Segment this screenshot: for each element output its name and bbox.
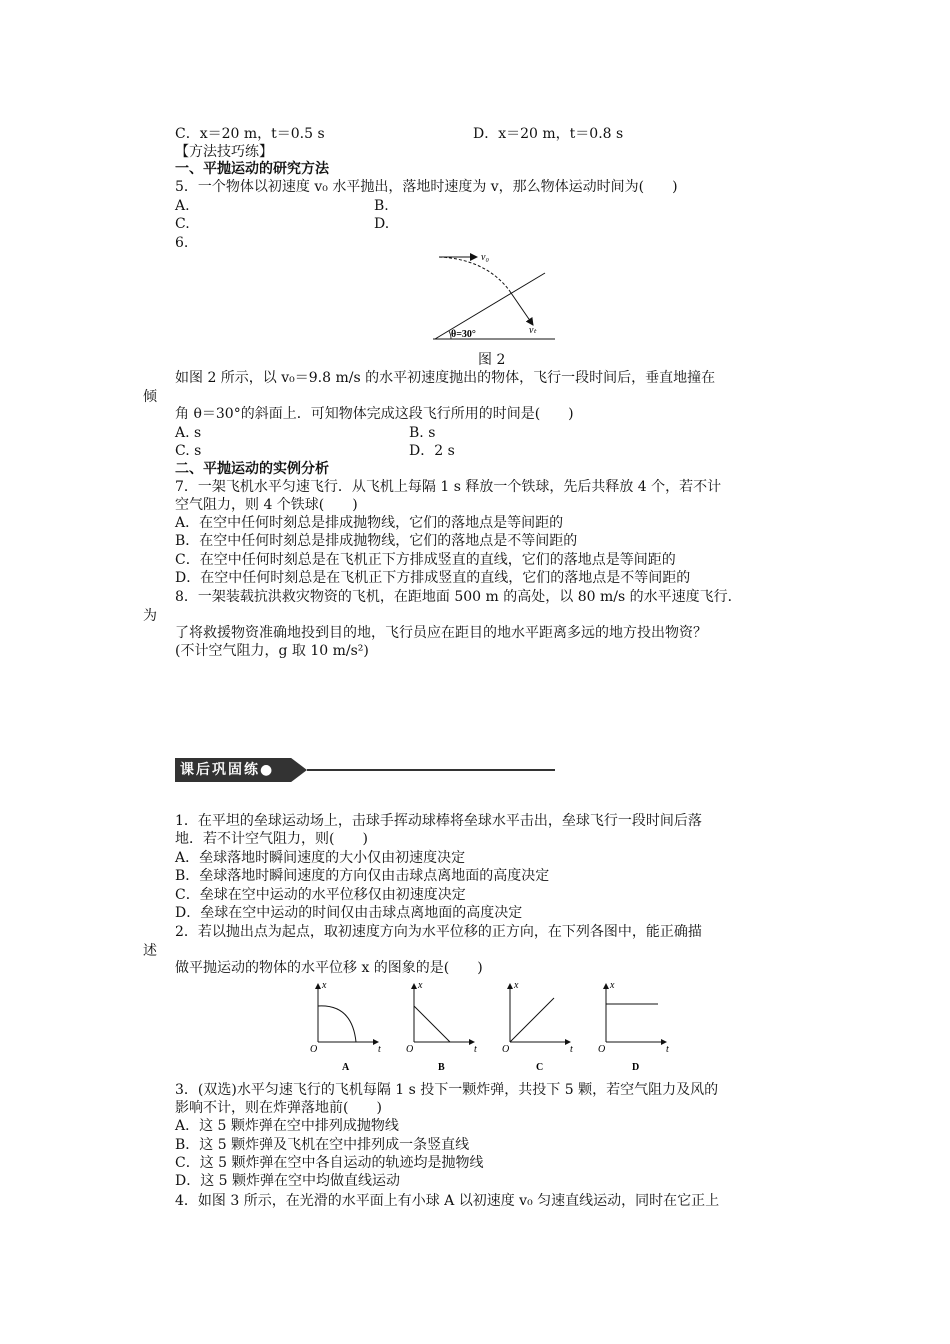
ac-q2-stem-wrap: 述 (143, 943, 157, 959)
ac-q1-option-a: A．垒球落地时瞬间速度的大小仅由初速度决定 (175, 850, 466, 866)
vt-arrow (509, 290, 533, 325)
q8-stem-line1: 8．一架装载抗洪救灾物资的飞机，在距地面 500 m 的高处，以 80 m/s 的水平速度飞行． (175, 589, 742, 605)
graph-a-curve (318, 1006, 356, 1042)
graph-d-origin: O (598, 1044, 606, 1055)
q8-stem-line3: (不计空气阻力，g 取 10 m/s²) (175, 643, 369, 659)
ac-q3-stem-line2: 影响不计，则在炸弹落地前( ) (175, 1100, 382, 1116)
graph-b-x-label: t (474, 1044, 477, 1055)
q6-stem-line1: 如图 2 所示，以 v₀＝9.8 m/s 的水平初速度抛出的物体，飞行一段时间后，垂直地撞在 (175, 370, 716, 386)
ac-q3-option-b: B．这 5 颗炸弹及飞机在空中排列成一条竖直线 (175, 1137, 470, 1153)
graph-b-origin: O (406, 1044, 414, 1055)
q5-option-c: C. (175, 216, 190, 232)
q5-option-d: D. (374, 216, 390, 232)
ac-q3-stem-line1: 3．(双选)水平匀速飞行的飞机每隔 1 s 投下一颗炸弹，共投下 5 颗，若空气阻力及风的 (175, 1082, 719, 1098)
ac-q3-option-c: C．这 5 颗炸弹在空中各自运动的轨迹均是抛物线 (175, 1155, 484, 1171)
q6-number: 6. (175, 235, 189, 251)
q4-option-c: C．x＝20 m，t＝0.5 s (175, 126, 325, 142)
q6-option-d: D．2 s (409, 443, 455, 459)
q5-stem: 5．一个物体以初速度 v₀ 水平抛出，落地时速度为 v，那么物体运动时间为( ) (175, 179, 678, 195)
q7-stem-line2: 空气阻力，则 4 个铁球( ) (175, 497, 358, 513)
q7-stem-line1: 7．一架飞机水平匀速飞行．从飞机上每隔 1 s 释放一个铁球，先后共释放 4 个，若不计 (175, 479, 722, 495)
q7-option-d: D．在空中任何时刻总是在飞机正下方排成竖直的直线，它们的落地点是不等间距的 (175, 570, 691, 586)
q2-graphs (300, 978, 680, 1076)
section-heading-method: 【方法技巧练】 (175, 144, 273, 160)
ac-q3-option-d: D．这 5 颗炸弹在空中均做直线运动 (175, 1173, 401, 1189)
q5-option-b: B. (374, 198, 389, 214)
graph-a-label: A (342, 1062, 350, 1073)
graph-a-x-label: t (378, 1044, 381, 1055)
graph-a-origin: O (310, 1044, 318, 1055)
figure-2-caption: 图 2 (478, 352, 506, 368)
q7-option-b: B．在空中任何时刻总是排成抛物线，它们的落地点是不等间距的 (175, 533, 578, 549)
ac-q3-option-a: A．这 5 颗炸弹在空中排列成抛物线 (175, 1118, 399, 1134)
ac-q2-stem-line2: 做平抛运动的物体的水平位移 x 的图象的是( ) (175, 960, 483, 976)
graph-b-y-label: x (418, 980, 423, 991)
graph-c-y-label: x (514, 980, 519, 991)
graph-c (502, 980, 573, 1073)
after-class-banner (175, 758, 555, 782)
graph-d-y-label: x (610, 980, 615, 991)
ac-q1-option-b: B．垒球落地时瞬间速度的方向仅由击球点离地面的高度决定 (175, 868, 550, 884)
q6-option-b: B. s (409, 425, 436, 441)
q4-option-d: D．x＝20 m，t＝0.8 s (473, 126, 624, 142)
subheading-research-method: 一、平抛运动的研究方法 (175, 161, 329, 177)
q7-option-a: A．在空中任何时刻总是排成抛物线，它们的落地点是等间距的 (175, 515, 564, 531)
fig2-angle-label: θ=30° (451, 329, 476, 340)
graph-c-x-label: t (570, 1044, 573, 1055)
graph-d (598, 980, 669, 1073)
banner-title: 课后巩固练● (180, 762, 275, 778)
q5-option-a: A. (175, 198, 190, 214)
q6-stem-wrap: 倾 (143, 389, 157, 405)
figure-2-incline-diagram (425, 245, 555, 345)
ac-q1-stem-line2: 地．若不计空气阻力，则( ) (175, 831, 368, 847)
ac-q2-stem-line1: 2．若以抛出点为起点，取初速度方向为水平位移的正方向，在下列各图中，能正确描 (175, 924, 702, 940)
graph-b-label: B (438, 1062, 445, 1073)
q6-option-a: A. s (175, 425, 202, 441)
graph-c-label: C (536, 1062, 544, 1073)
q8-stem-wrap: 为 (143, 608, 157, 624)
trajectory-dashed (439, 257, 509, 290)
ac-q1-option-c: C．垒球在空中运动的水平位移仅由初速度决定 (175, 887, 466, 903)
subheading-examples: 二、平抛运动的实例分析 (175, 461, 329, 477)
graph-b-line (414, 1006, 450, 1042)
fig2-v0-label: v₀ (481, 252, 489, 263)
graph-b (406, 980, 477, 1073)
ac-q4-stem-line1: 4．如图 3 所示，在光滑的水平面上有小球 A 以初速度 v₀ 匀速直线运动，同时在它正上 (175, 1193, 720, 1209)
ac-q1-option-d: D．垒球在空中运动的时间仅由击球点离地面的高度决定 (175, 905, 523, 921)
graph-d-x-label: t (666, 1044, 669, 1055)
q6-stem-line2: 角 θ＝30°的斜面上．可知物体完成这段飞行所用的时间是( ) (175, 406, 574, 422)
graph-c-origin: O (502, 1044, 510, 1055)
q7-option-c: C．在空中任何时刻总是在飞机正下方排成竖直的直线，它们的落地点是等间距的 (175, 552, 676, 568)
ac-q1-stem-line1: 1．在平坦的垒球运动场上，击球手挥动球棒将垒球水平击出，垒球飞行一段时间后落 (175, 813, 702, 829)
fig2-vt-label: vₜ (529, 325, 537, 336)
q6-option-c: C. s (175, 443, 202, 459)
graph-d-label: D (632, 1062, 640, 1073)
graph-a-y-label: x (322, 980, 327, 991)
q8-stem-line2: 了将救援物资准确地投到目的地，飞行员应在距目的地水平距离多远的地方投出物资？ (175, 625, 707, 641)
graph-a (310, 980, 381, 1073)
graph-c-line (510, 998, 554, 1042)
